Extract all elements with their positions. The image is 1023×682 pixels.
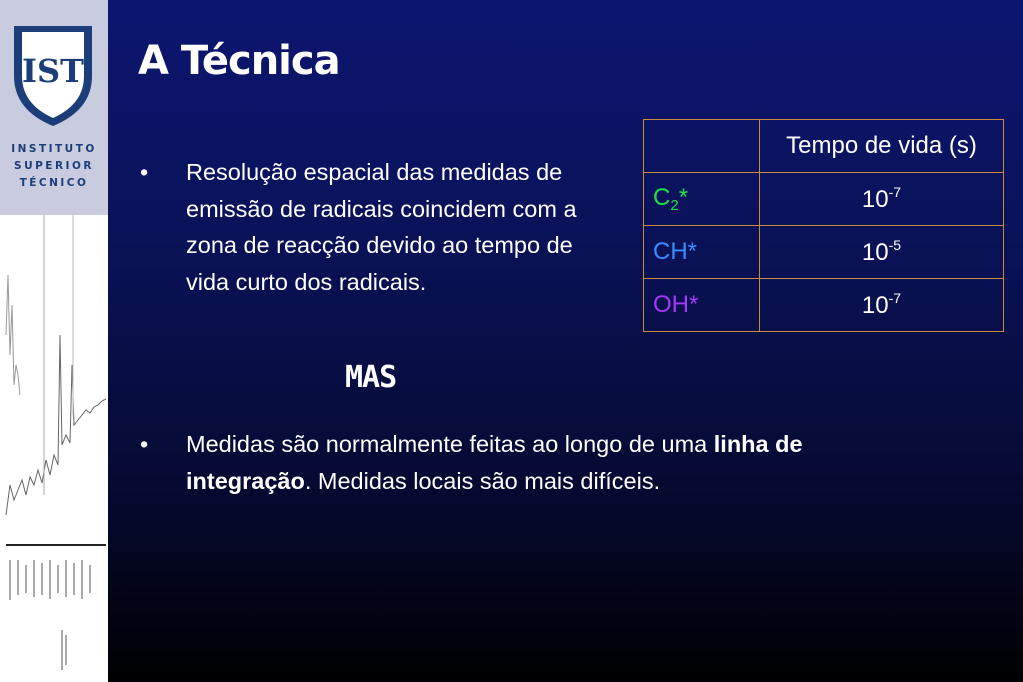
species-cell (644, 279, 760, 332)
table-header-cell: Tempo de vida (s) (760, 120, 1004, 173)
species-star: * (689, 291, 699, 318)
table-row (644, 279, 1004, 332)
lifetime-exponent: -7 (888, 290, 902, 306)
bullet-text-part: . Medidas locais são mais difíceis. (304, 467, 661, 494)
spectrum-graph-image (0, 215, 108, 682)
species-star: * (678, 184, 689, 211)
lifetime-exponent: -5 (888, 237, 902, 253)
bullet-text (186, 426, 820, 499)
lifetime-cell (760, 173, 1004, 226)
table-corner-cell (644, 120, 760, 173)
logo-monogram: IST (22, 52, 84, 90)
species-subscript: 2 (670, 197, 679, 214)
species-star: * (687, 238, 698, 265)
lifetime-mantissa: 10 (861, 186, 889, 213)
table-row (644, 173, 1004, 226)
lifetime-cell (760, 226, 1004, 279)
logo-line-1: INSTITUTO (11, 143, 97, 155)
mas-label: MAS (345, 360, 397, 395)
bullet-marker: • (140, 159, 149, 185)
species-name: OH (653, 291, 689, 318)
lifetime-mantissa: 10 (861, 292, 889, 319)
shield-icon (12, 24, 94, 128)
species-name: CH (653, 238, 688, 265)
slide-title: A Técnica (138, 38, 340, 84)
bullet-text-part: Medidas são normalmente feitas ao longo de uma (186, 431, 714, 457)
bullet-marker: • (140, 431, 149, 457)
lifetime-table (643, 119, 1004, 332)
ist-logo (0, 0, 108, 215)
bullet-text-bold: linha de integração (186, 431, 803, 494)
left-decorative-strip (0, 0, 108, 682)
species-name: C (653, 184, 671, 211)
table-header-row (644, 120, 1004, 173)
logo-line-3: TÉCNICO (19, 177, 89, 189)
lifetime-exponent: -7 (888, 184, 902, 200)
lifetime-mantissa: 10 (861, 239, 889, 266)
logo-line-2: SUPERIOR (14, 160, 94, 172)
species-cell (644, 173, 760, 226)
lifetime-cell (760, 279, 1004, 332)
species-cell (644, 226, 760, 279)
table-row (644, 226, 1004, 279)
bullet-text: Resolução espacial das medidas de emissão de radicais coincidem com a zona de reacção devido ao tempo de vida curto dos radicais. (186, 159, 577, 295)
